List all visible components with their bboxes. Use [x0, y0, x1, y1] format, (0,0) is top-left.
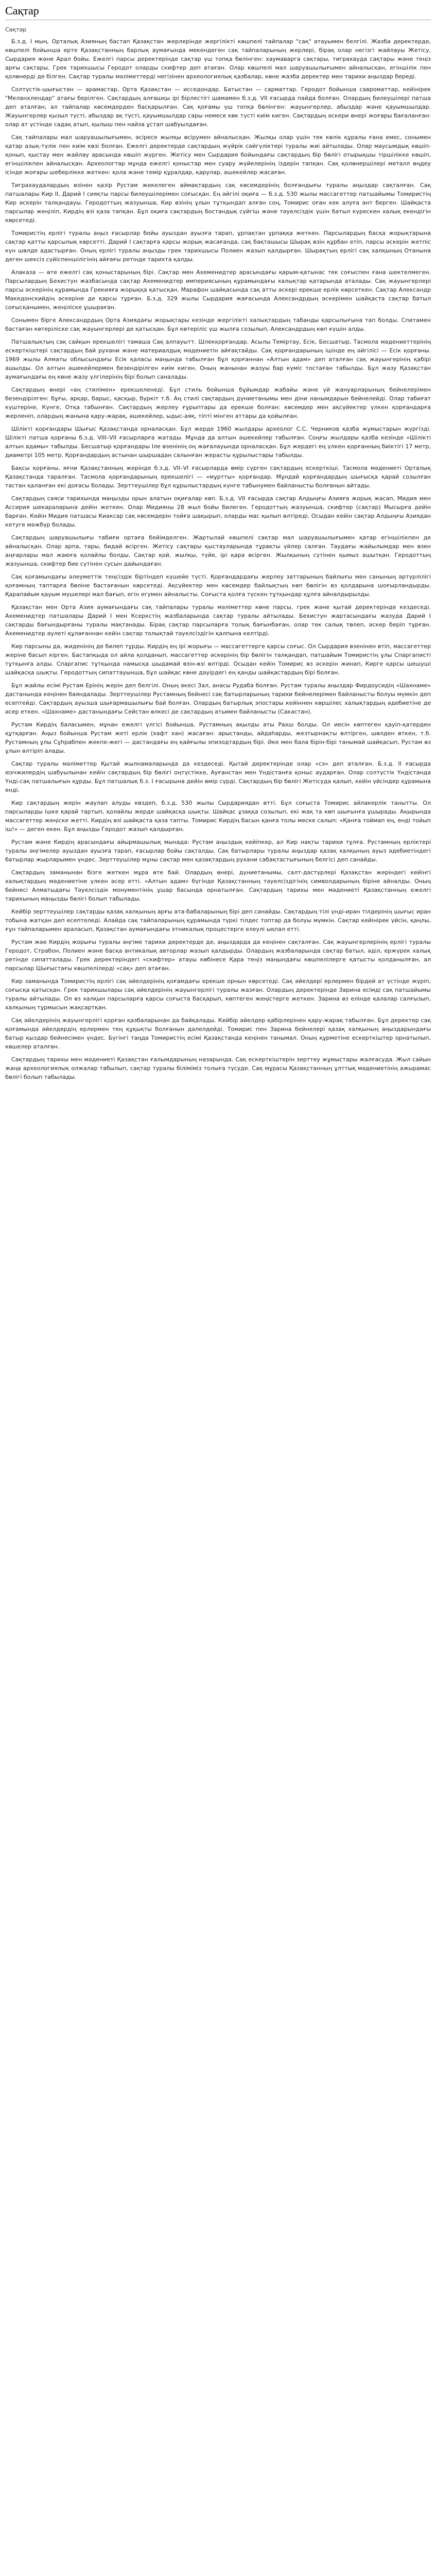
- paragraph: Шілікті қорғандары Шығыс Қазақстанда орналасқан. Бұл жерде 1960 жылдары археолог С.С. Черников қазба жұмыстарын жүргізді. Шілікті патша қорғаны б.з.д. VIII–VII ғасырларға жатады. Мұнда да алтын әшекейлер табылған. Соңғы жылдары қазба кезінде «Шілікті алтын адамы» табылды. Бесшатыр қорғандары Іле өзенінің оң жағалауында орналасқан. Бұл жердегі ең үлкен қорғанның биіктігі 17 метр, диаметрі 105 метр. Қорғандардың астынан шыршадан салынған жерасты құрылыстары табылды.: [5, 426, 431, 459]
- paragraph: Б.з.д. I мың. Орталық Азияның бастап Қазақстан жерлерінде жергілікті көшпелі тайпалар "сақ" атауымен белгілі. Жазба деректерде, көшпелі бойынша ерте Қазақстанның барлық аумағында мекендеген сақ тайпаларының жерлері, бірақ олар негізгі жайлауы Жетісу, Сырдария және Арал бойы. Ежелгі парсы деректерінде сақтар үш топқа бөлінген: хаумаварга сақтары, тиграхауда сақтары және теңіз арғы сақтары. Грек тарихшысы Геродот оларды скифтер деп атаған. Олар көшпелі мал шаруашылығымен айналысқан, егіншілік пен қолөнерді де білген. Сақтар туралы мәліметтерді негізінен археологиялық қазбалар, көне жазба деректер мен тарихи аңыздар береді.: [5, 38, 431, 80]
- paragraph: Бұл жайлы есімі Рустам Ерінің жерін деп белгілі. Оның әкесі Зал, анасы Рудаба болған. Рустам туралы аңыздар Фирдоусидің «Шахнаме» дастанында кеңінен баяндалады. Зерттеушілер Рустамның бейнесі сақ батырларының тарихи бейнелерімен байланысты болуы мүмкін деп есептейді. Сақтардың ауызша шығармашылығы бай болған. Олардың батырлық эпостары кейіннен көршілес халықтардың әдебиетіне де әсер еткен. «Шахнаме» дастанындағы Сейстан өлкесі де сақтардың атымен байланысты (Сакастан).: [5, 682, 431, 715]
- paragraph: Сақтардың шаруашылығы табиғи ортаға бейімделген. Жартылай көшпелі сақтар мал шаруашылығымен қатар егіншілікпен де айналысқан. Олар арпа, тары, бидай өсірген. Жетісу сақтары қыстауларында тұрақты үйлер салған. Таудағы жайылымдар мен өзен аңғарлары мал жаюға қолайлы болды. Сақтар қой, жылқы, түйе, ірі қара өсірген. Жылқының сүтінен қымыз ашытқан. Геродоттың жазуынша, скифтер бие сүтінен сусын дайындаған.: [5, 534, 431, 567]
- page: [0, 0, 436, 1096]
- paragraph: Қазақстан мен Орта Азия аумағындағы сақ тайпалары туралы мәліметтер көне парсы, грек және қытай деректерінде кездеседі. Ахеменидтер патшалары Дарий I мен Ксеркстің жазбаларында сақтар туралы айтылады. Бехистун жартасындағы жазуда Дарий I сақтарды бағындырғаны туралы мақтанады. Бірақ сақтар парсыларға толық бағынбаған, олар тек салық төлеп, әскер беріп тұрған. Ахеменидтер әулеті құлағаннан кейін сақтар толықтай тәуелсіздігін қалпына келтірді.: [5, 604, 431, 637]
- paragraph: Сақтардың заманынан бізге жеткен мұра өте бай. Олардың өнері, дүниетанымы, салт-дәстүрлері Қазақстан жеріндегі кейінгі халықтардың мәдениетіне үлкен әсер етті. «Алтын адам» бүгінде Қазақстанның тәуелсіздігінің символдарының біріне айналды. Оның бейнесі Алматыдағы Тәуелсіздік монументінің ұшар басында орнатылған. Сақтардың тарихы мен мәдениеті Қазақстанның ежелгі тарихының маңызды бөлігі болып табылады.: [5, 869, 431, 902]
- paragraph: Патшалықтың сақ сайқын ерекшелігі тамаша Сақ алпауытт. Шлекқорғандар. Асылы Теміртау, Есік, Бесшатыр, Тасмола мәдениеттерінің ескерткіштері сақтардың бай рухани және материалдық мәдениетін айғақтайды. Сақ қорғандарының ішінде ең әйгілісі — Есік қорғаны. 1969 жылы Алматы облысындағы Есік қаласы маңында табылған бұл қорғаннан «Алтын адам» деп аталған сақ жауынгерінің қабірі ашылды. Ол алтын әшекейлермен безендірілген киім киген. Оның жанынан жазуы бар күміс тостаған табылды. Бұл жазу Қазақстан аумағындағы ең көне жазу үлгілерінің бірі болып саналады.: [5, 338, 431, 380]
- paragraph: Рустам жәе Кирдің жорығы туралы әңгіме тарихи деректерде де, аңыздарда да кеңінен сақталған. Сақ жауынгерлерінің ерлігі туралы Геродот, Страбон, Полиен және басқа антикалық авторлар жазып қалдырды. Олардың жазбаларында сақтар батыл, әділ, ержүрек халық ретінде сипатталады. Грек деректеріндегі «скифтер» атауы көбінесе Қара теңіз маңындағы көшпелілерге қатысты қолданылған, ал парсылар Шығыстағы көшпелілерді «сақ» деп атаған.: [5, 939, 431, 972]
- paragraph: Сақтардың өнері «аң стилімен» ерекшеленеді. Бұл стиль бойынша бұйымдар жабайы және үй жануарларының бейнелерімен безендірілген: бұғы, арқар, барыс, қасқыр, бүркіт т.б. Аң стилі сақтардың дүниетанымы мен діни нанымдарын бейнелейді. Олар табиғат күштеріне, Күнге, Отқа табынған. Сақтардың жерлеу ғұрыптары да ерекше болған: көсемдер мен ақсүйектер үлкен қорғандарға жерленіп, олардың жанына қару-жарақ, әшекейлер, ыдыс-аяқ, тіпті мінген аттары да қойылған.: [5, 386, 431, 419]
- paragraph: Томиристің ерлігі туралы аңыз ғасырлар бойы ауыздан ауызға тарап, ұрпақтан ұрпаққа жеткен. Парсылардың басқа жорықтарына сақтар қатты қарсылық көрсетті. Дарий I сақтарға қарсы жорық жасағанда, сақ бақташысы Шырақ өзін құрбан етіп, парсы әскерін жетпіс күн шөлде адастырған. Оның ерлігі туралы аңызды грек тарихшысы Полиен жазып қалдырған. Шырақтың ерлігі сақ халқының Отанына деген шексіз сүйіспеншілігінің айғағы ретінде тарихта қалды.: [5, 230, 431, 263]
- paragraph: Кир сақтардың жерін жаулап алуды көздеп, б.з.д. 530 жылы Сырдариядан өтті. Бұл соғыста Томирис айлакерлік танытты. Ол парсыларды ішке қарай тартып, қолайлы жерде шайқасқа шықты. Шайқас ұзаққа созылып, екі жақ та көп шығынға ұшырады. Ақырында массагеттер жеңіске жетті. Кирдің өзі шайқаста қаза тапты. Томирис Кирдің басын қанға толы меске салып: «Қанға тоймап ең, енді тойып іш!» — деген екен. Бұл аңызды Геродот жазып қалдырған.: [5, 800, 431, 833]
- section-heading: Сақтар: [5, 26, 27, 33]
- paragraph: Кейбір зерттеушілер сақтарды қазақ халқының арғы ата-бабаларының бірі деп санайды. Сақтардың тілі үнді-иран тілдерінің шығыс иран тобына жатқан деп есептеледі. Алайда сақ тайпаларының құрамында түркі тілдес топтар да болуы мүмкін. Сақтар кейінірек үйсін, қаңлы, ғұн тайпаларымен араласып, Қазақстан аумағындағы этникалық процестерге елеулі ықпал етті.: [5, 908, 431, 933]
- paragraph: Солтүстік-шығыстан — арамастар, Орта Қазақстан — исседондар. Батыстан — сарматтар. Геродот бойынша савроматтар, кейінірек "Меланхлендар" атағы берілген. Сақтардың алғашқы ірі бірлестігі шамамен б.з.д. VII ғасырда пайда болған. Олардың билеушілері патша деп аталған, ал тайпалар көсемдерден басқарылған. Сақ қоғамы үш топқа бөлінген: жауынгерлер, абыздар және қауымшылдар. Жауынгерлер қызыл түсті, абыздар ақ түсті, қауымшылдар сары немесе көк түсті киім киген. Сақтардың әскери өнері жоғары бағаланған: олар ат үстінде садақ атып, қылыш пен найза ұстап шабуылдаған.: [5, 86, 431, 128]
- paragraph: Сақтар туралы мәліметтер Қытай жылнамаларында да кездеседі. Қытай деректерінде олар «сэ» деп аталған. Б.з.д. II ғасырда юэчжилердің шабуылынан кейін сақтардың бір бөлігі оңтүстікке, Ауғанстан мен Үндістанға қоныс аударған. Олар солтүстік Үндістанда Үнді-сақ патшалығын құрды. Бұл патшалық б.з. I ғасырына дейін өмір сүрді. Сақтардың бір бөлігі Жетісуда қалып, кейін үйсіндер құрамына енді.: [5, 760, 431, 793]
- paragraph: Сақ тайпалары мал шаруашылығымен, әсіресе жылқы өсірумен айналысқан. Жылқы олар үшін тек көлік құралы ғана емес, сонымен қатар азық-түлік пен киім көзі болған. Ежелгі деректерде сақтардың жүйрік сәйгүліктері туралы жиі айтылады. Олар маусымдық көшіп-қонып, қыстау мен жайлау арасында көшіп жүрген. Жетісу мен Сырдария бойындағы сақтардың бір бөлігі отырықшы тіршілікке көшіп, егіншілікпен айналысқан. Археологтар мұнда ежелгі қоныстар мен суару жүйелерінің іздерін тапқан. Сақ қолөнершілері металл өңдеу ісінде жоғары шеберлікке жеткен: қола және темір құралдар, қарулар, әшекейлер жасаған.: [5, 134, 431, 176]
- paragraph: Сақтардың саяси тарихында маңызды орын алатын оқиғалар көп. Б.з.д. VII ғасырда сақтар Алдыңғы Азияға жорық жасап, Мидия мен Ассирия шекараларына дейін жеткен. Олар Мидияны 28 жыл бойы билеген. Геродоттың жазуынша, скифтер (сақтар) Мысырға дейін барған. Кейін Мидия патшасы Киаксар сақ көсемдерін тойға шақырып, оларды мас қылып өлтіреді. Осыдан кейін сақтар Алдыңғы Азиядан кетуге мәжбүр болады.: [5, 495, 431, 528]
- paragraph: Алаказа — өте ежелгі сақ қоныстарының бірі. Сақтар мен Ахеменидтер арасындағы қарым-қатынас тек соғыспен ғана шектелмеген. Парсылардың Бехистун жазбасында сақтар Ахеменидтер империясының құрамындағы халықтар қатарында аталады. Сақ жауынгерлері парсы әскерінің құрамында Грекияға жорыққа қатысқан. Марафон шайқасында сақ атты әскері ерекше ерлік көрсеткен. Сақтар Александр Македонскийдің әскеріне де қарсы тұрған. Б.з.д. 329 жылы Сырдария жағасында Александрдың әскерімен шайқаста сақтар батыл соғысқанымен, жеңіліске ұшыраған.: [5, 269, 431, 311]
- paragraph: Кир парсыны да, жиденінің де билеп тұрды. Кирдің ең ірі жорығы — массагеттерге қарсы соғыс. Ол Сырдария өзенінен өтіп, массагеттер жеріне басып кірген. Бастапқыда ол айла қолданып, массагеттер әскерінің бір бөлігін талқандап, патшайым Томиристің ұлы Спаргаписті тұтқынға алды. Спаргапис тұтқында намысқа шыдамай өзін-өзі өлтірді. Осыдан кейін Томирис өз әскерін жинап, Кирге қарсы шешуші шайқасқа шықты. Геродоттың сипаттауынша, бұл шайқас көне дәуірдегі ең қанды шайқастардың бірі болған.: [5, 643, 431, 676]
- paragraph: Бақсы қорғаны, яғни Қазақстанның жерінде б.з.д. VII–VI ғасырларда өмір сүрген сақтардың ескерткіші. Тасмола мәдениеті Орталық Қазақстанда таралған. Тасмола қорғандарының ерекшелігі — «мұртты» қорғандар. Мұндай қорғандардың шығысқа қарай созылған тастан қаланған екі доғасы болады. Зерттеушілер бұл құрылыстардың күнге табынумен байланысты болғанын айтады.: [5, 465, 431, 489]
- paragraph: Рустам Кирдің баласымен, мұнан ежелгі үлгісі бойынша, Рустамның ақылды аты Рахш болды. Ол иесін көптеген қауіп-қатерден құтқарған. Аңыз бойынша Рустам жеті ерлік (хафт хан) жасаған: арыстанды, айдаһарды, жезтырнақты өлтірген, шөлден өткен, т.б. Рустамның ұлы Сұһрабпен жекпе-жегі — дастандағы ең қайғылы эпизодтардың бірі. Әке мен бала бірін-бірі танымай шайқасып, Рустам өз ұлын өлтіріп алады.: [5, 721, 431, 754]
- paragraph: Рустам және Кирдің арасындағы айырмашылық мынада: Рустам аңыздық кейіпкер, ал Кир нақты тарихи тұлға. Рустамның ерліктері туралы әңгімелер ауыздан ауызға тарап, ғасырлар бойы сақталды. Сақ батырлары туралы аңыздар қазақ халқының ауыз әдебиетіндегі батырлар жырларымен үндес. Зерттеушілер мұны сақтар мен қазақтардың рухани сабақтастығының белгісі деп санайды.: [5, 839, 431, 863]
- paragraph: Сонымен бірге Александрдың Орта Азиядағы жорықтары кезінде жергілікті халықтардың табанды қарсылығына тап болды. Спитамен бастаған көтеріліске сақ жауынгерлері де қатысқан. Бұл көтеріліс үш жылға созылып, Александрдың көп күшін алды.: [5, 317, 431, 332]
- paragraph: Сақ қоғамындағы әлеуметтік теңсіздік біртіндеп күшейе түсті. Қорғандардағы жерлеу заттарының байлығы мен санының әртүрлілігі қоғамның таптарға бөліне бастағанын көрсетеді. Ақсүйектер мен көсемдер байлықтың көп бөлігін өз қолдарына шоғырландырды. Қарапайым қауым мүшелері мал бағып, егін егумен айналысты. Соғыста қолға түскен тұтқындар құлға айналдырылды.: [5, 573, 431, 598]
- paragraph: Тиграхаудалардың өзінен қазір Рустам жекелеген аймақтардың сақ көсемдерінің болғандығы туралы аңыздар сақталған. Сақ патшалары Кир II, Дарий I сияқты парсы билеушілерімен соғысқан. Ең әйгілі оқиға — б.з.д. 530 жылы массагеттер патшайымы Томиристің Кир әскерін талқандауы. Геродоттың жазуынша, Кир өзінің ұлын тұтқындап алған соң, Томирис оған кек алуға ант берген. Шайқаста парсылар жеңіліп, Кирдің өзі қаза тапқан. Бұл оқиға сақтардың бостандық сүйгіш және тәуелсіздік үшін батыл күрескен халық екендігін көрсетеді.: [5, 182, 431, 224]
- paragraph: Сақ әйелдерінің жауынгерлігі қорған қазбаларынан да байқалады. Кейбір әйелдер қабірлерінен қару-жарақ табылған. Бұл деректер сақ қоғамында әйелдердің ерлермен тең құқықты болғанын дәлелдейді. Томирис пен Зарина бейнелері қазақ халқының аңыздарындағы батыр қыздар бейнесімен үндес. Бүгінгі таңда Томиристің есімі Қазақстанда кеңінен танымал. Оның құрметіне ескерткіштер орнатылып, көшелер аталған.: [5, 1017, 431, 1050]
- paragraph: Кир заманында Томиристің ерлігі сақ әйелдерінің қоғамдағы ерекше орнын көрсетеді. Сақ әйелдері ерлермен бірдей ат үстінде жүріп, соғысқа қатысқан. Грек тарихшылары сақ әйелдерінің жауынгерлігі туралы жазған. Олардың деректерінде Зарина есімді сақ патшайымы туралы айтылады. Ол өз халқын парсыларға қарсы соғыста басқарып, көптеген жеңістерге жеткен. Зарина өз елінде қалалар салғызып, халқының тұрмысын жақсартқан.: [5, 978, 431, 1011]
- paragraph: Сақтардың тарихы мен мәдениеті Қазақстан ғалымдарының назарында. Сақ ескерткіштерін зерттеу жұмыстары жалғасуда. Жыл сайын жаңа археологиялық олжалар табылып, сақтар туралы біліміміз толыға түсуде. Сақ мұрасы Қазақстанның ұлттық мәдениетінің ажырамас бөлігі болып табылады.: [5, 1056, 431, 1080]
- page-title: Сақтар: [5, 4, 431, 20]
- article-body: [5, 37, 431, 1081]
